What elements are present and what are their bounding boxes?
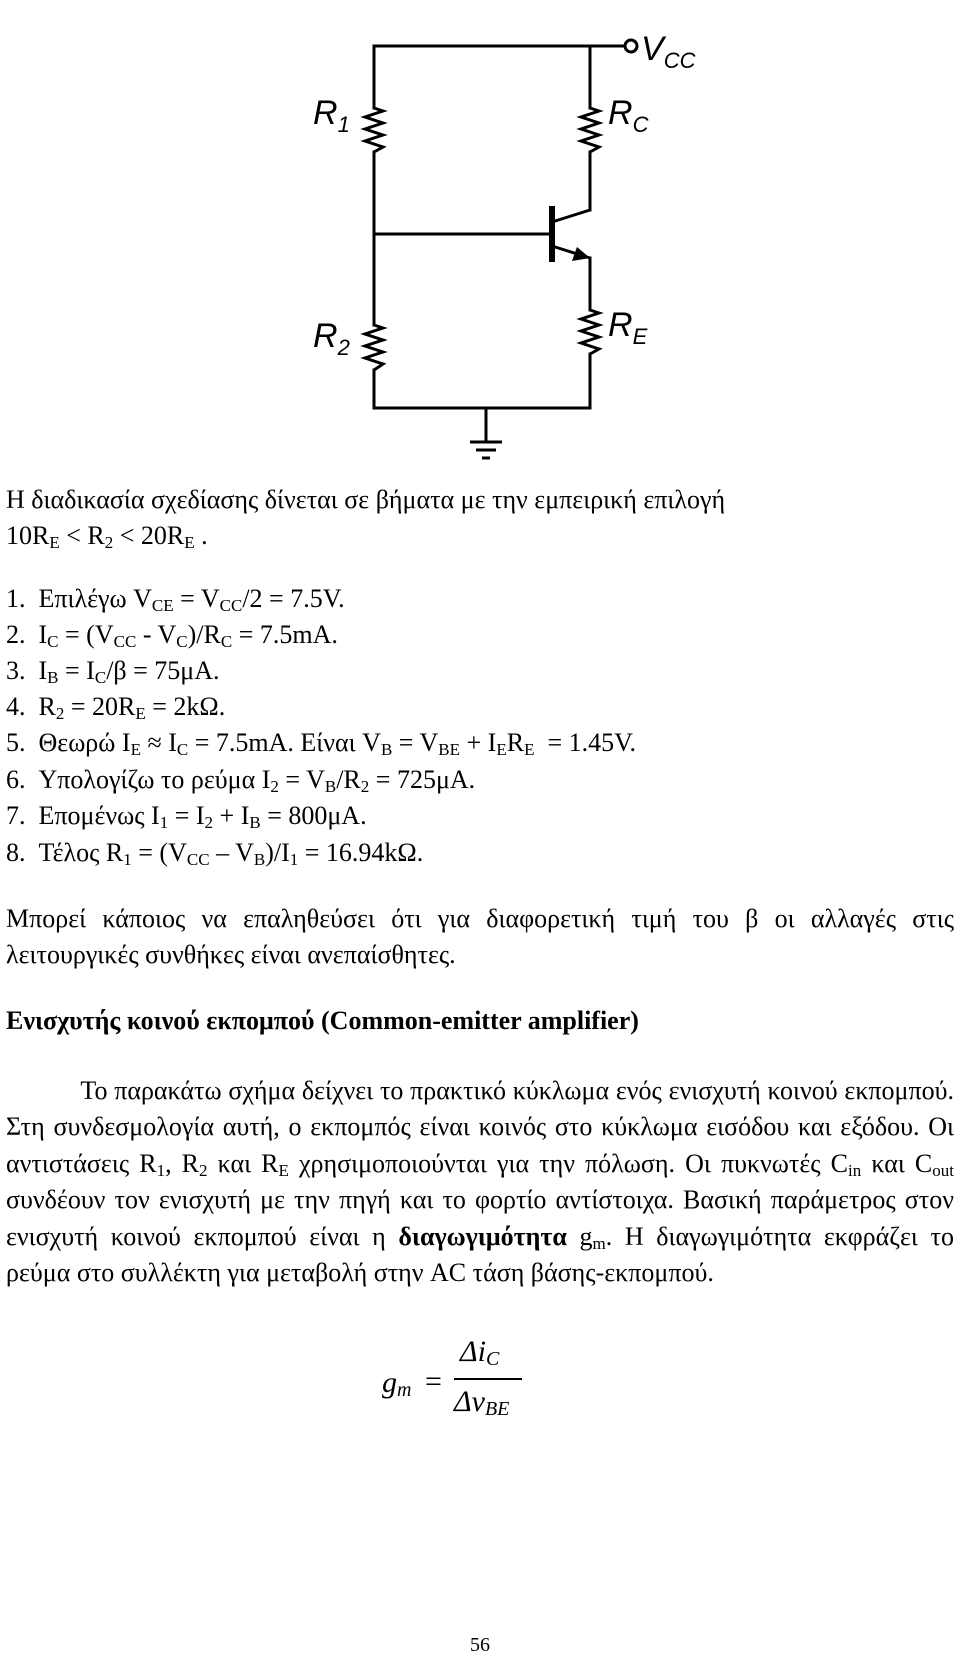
intro-line-1: Η διαδικασία σχεδίασης δίνεται σε βήματα με την εμπειρική επιλογή xyxy=(6,485,726,514)
resistor-rc xyxy=(581,108,599,152)
resistor-re xyxy=(581,310,599,354)
emitter-arrow xyxy=(572,247,590,261)
step-item: 2. $I_C = (V_{CC} - V_C)/R_C = 7.5mA$. xyxy=(6,620,338,651)
resistor-r1 xyxy=(365,108,383,152)
body-paragraph: Το παρακάτω σχήμα δείχνει το πρακτικό κύκλωμα ενός ενισχυτή κοινού εκπομπού. Στη συνδεσμολογία αυτή, ο εκπομπός είναι κοινός στο κύκλωμα εισόδου και εξόδου. Οι αντιστάσεις $R_1$, $R_2$ και $R_E$ χρησιμοποιούνται για την πόλωση. Οι πυκνωτές $C_{in}$ και $C_{out}$ συνδέουν τον ενισχυτή με την πηγή και το φορτίο αντίστοιχα. Βασική παράμετρος στον ενισχυτή κοινού εκπομπού είναι η διαγωγιμότητα $g_m$. Η διαγωγιμότητα εκφράζει το ρεύμα στο συλλέκτη για μεταβολή στην AC τάση βάσης-εκπομπού. xyxy=(6,1076,955,1288)
step-item: 7. Επομένως $I_1 = I_2 + I_B = 800\mu A$. xyxy=(6,801,367,832)
equation-numerator: $\Delta i_C$ xyxy=(460,1335,500,1370)
page-number: 56 xyxy=(470,1634,490,1656)
r2-label: $R_2$ xyxy=(313,317,350,360)
resistor-r2 xyxy=(365,325,383,370)
section-heading: Ενισχυτής κοινού εκπομπού (Common-emitter amplifier) xyxy=(6,1006,639,1035)
step-item: 3. $I_B = I_C/\beta = 75\mu A$. xyxy=(6,656,220,687)
step-item: 1. Επιλέγω $V_{CE} = V_{CC}/2 = 7.5V$. xyxy=(6,584,345,615)
ground-icon xyxy=(470,442,502,458)
re-label: $R_E$ xyxy=(608,306,648,349)
vcc-label: $V_{CC}$ xyxy=(641,30,696,73)
vcc-terminal-icon xyxy=(625,40,637,52)
transconductance-equation xyxy=(382,1335,542,1435)
equation-equals: = xyxy=(425,1365,442,1398)
equation-denominator: $\Delta v_{BE}$ xyxy=(454,1385,510,1420)
verification-paragraph: Μπορεί κάποιος να επαληθεύσει ότι για διαφορετική τιμή του β οι αλλαγές στις λειτουργικές συνθήκες είναι ανεπαίσθητες. xyxy=(6,904,954,970)
intro-line-2: $10R_E < R_2 < 20R_E$ . xyxy=(6,521,208,552)
r1-label: $R_1$ xyxy=(313,94,350,137)
equation-lhs: $g_m$ xyxy=(382,1366,412,1401)
step-item: 8. Τέλος $R_1 = (V_{CC} - V_B)/I_1 = 16.94k\Omega$. xyxy=(6,838,424,869)
circuit-diagram xyxy=(0,0,960,470)
step-item: 5. Θεωρώ $I_E \approx I_C = 7.5mA$. Είναι $V_B = V_{BE} + I_ER_E = 1.45V$. xyxy=(6,728,637,759)
step-item: 4. $R_2 = 20R_E = 2k\Omega$. xyxy=(6,692,226,723)
step-item: 6. Υπολογίζω το ρεύμα $I_2 = V_B/R_2 = 725\mu A$. xyxy=(6,765,476,796)
fraction-bar xyxy=(454,1378,522,1380)
rc-label: $R_C$ xyxy=(608,94,649,137)
